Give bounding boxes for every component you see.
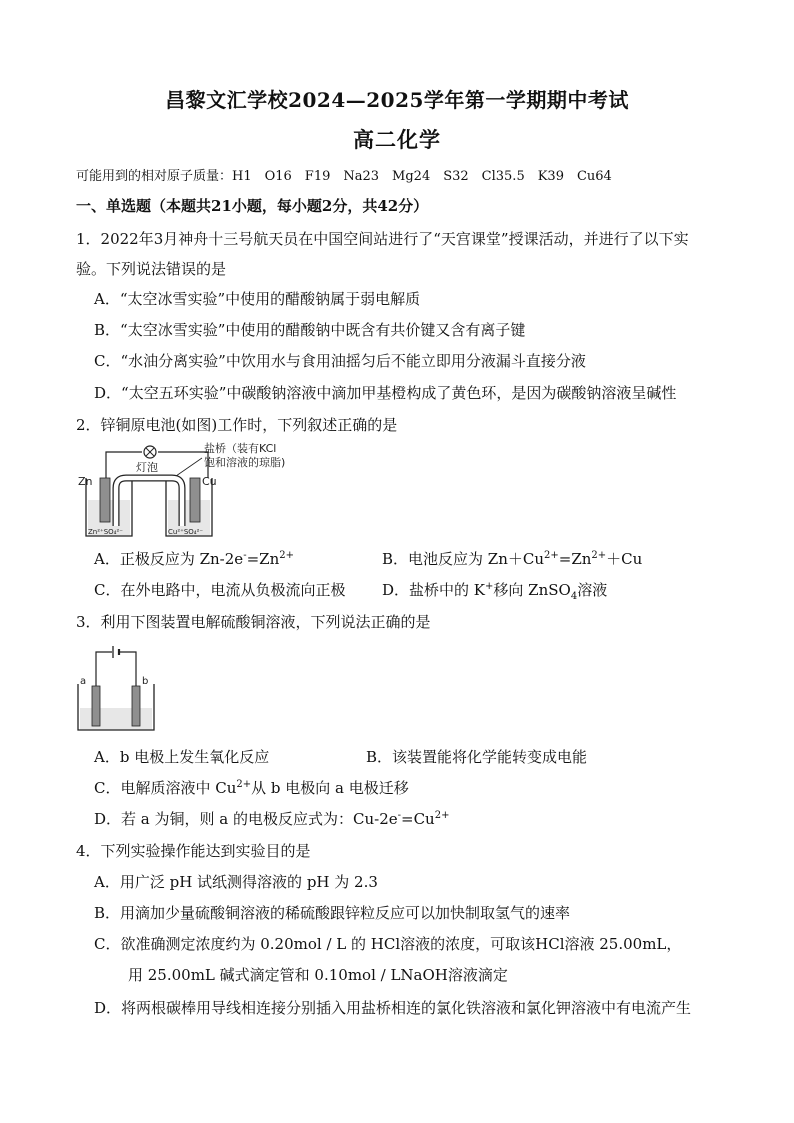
- q3-stem: 3．利用下图装置电解硫酸铜溶液，下列说法正确的是: [76, 613, 431, 631]
- q1-option-c: C．“水油分离实验”中饮用水与食用油摇匀后不能立即用分液漏斗直接分液: [94, 352, 586, 370]
- q4-option-d: D．将两根碳棒用导线相连接分别插入用盐桥相连的氯化铁溶液和氯化钾溶液中有电流产生: [94, 999, 692, 1017]
- q3-option-b: B．该装置能将化学能转变成电能: [366, 748, 588, 766]
- q2-option-a: A．正极反应为 $Zn-2e^-=Zn^{2+}$: [94, 550, 294, 568]
- electrode-b: [132, 686, 140, 726]
- lamp-label: 灯泡: [136, 461, 158, 474]
- q1-stem-line2: 验。下列说法错误的是: [76, 260, 227, 278]
- zn-label: Zn: [78, 475, 93, 488]
- q2-stem: 2．锌铜原电池(如图)工作时，下列叙述正确的是: [76, 416, 398, 434]
- q3-option-c: C．电解质溶液中 $Cu^{2+}$从 b 电极向 a 电极迁移: [94, 779, 409, 797]
- q4-option-a: A．用广泛 pH 试纸测得溶液的 pH 为 2.3: [94, 873, 378, 891]
- q1-option-b: B．“太空冰雪实验”中使用的醋酸钠中既含有共价键又含有离子键: [94, 321, 526, 339]
- right-solution-label: Cu²⁺SO₄²⁻: [168, 528, 204, 536]
- q4-option-c-cont: 用 25.00mL 碱式滴定管和 0.10mol / LNaOH溶液滴定: [128, 966, 508, 984]
- section-heading: 一、单选题（本题共21小题，每小题2分，共42分）: [76, 197, 429, 215]
- electrolysis-figure: [76, 644, 156, 732]
- salt-bridge-label-2: 饱和溶液的琼脂): [204, 456, 286, 469]
- galvanic-cell-figure: [76, 440, 316, 542]
- q2-option-d: D．盐桥中的 K+移向 ZnSO$_4$溶液: [382, 581, 608, 602]
- exam-title: 昌黎文汇学校2024—2025学年第一学期期中考试: [165, 88, 629, 112]
- electrode-b-label: b: [142, 676, 149, 687]
- battery-icon: [113, 646, 119, 658]
- salt-bridge-label-1: 盐桥（装有KCl: [204, 442, 277, 455]
- cu-electrode: [190, 478, 200, 522]
- exam-subject: 高二化学: [353, 127, 441, 152]
- q2-option-c: C．在外电路中，电流从负极流向正极: [94, 581, 346, 599]
- q1-stem-line1: 1．2022年3月神舟十三号航天员在中国空间站进行了“天宫课堂”授课活动，并进行了以下实: [76, 230, 689, 248]
- electrode-a: [92, 686, 100, 726]
- lamp-icon: [144, 446, 156, 458]
- left-solution-label: Zn²⁺SO₄²⁻: [88, 528, 123, 536]
- q3-option-a: A．b 电极上发生氧化反应: [94, 748, 270, 766]
- q4-stem: 4．下列实验操作能达到实验目的是: [76, 842, 311, 860]
- q3-option-d: D．若 a 为铜，则 a 的电极反应式为：$Cu-2e^-=Cu^{2+}$: [94, 810, 450, 828]
- cu-label: Cu: [202, 475, 217, 488]
- q4-option-b: B．用滴加少量硫酸铜溶液的稀硫酸跟锌粒反应可以加快制取氢气的速率: [94, 904, 571, 922]
- electrode-a-label: a: [80, 676, 87, 687]
- q4-option-c: C．欲准确测定浓度约为 0.20mol / L 的 HCl溶液的浓度，可取该HCl溶液 25.00mL，: [94, 935, 682, 953]
- zn-electrode: [100, 478, 110, 522]
- q1-option-a: A．“太空冰雪实验”中使用的醋酸钠属于弱电解质: [94, 290, 421, 308]
- atomic-masses: 可能用到的相对原子质量：H1 O16 F19 Na23 Mg24 S32 Cl35.5 K39 Cu64: [76, 169, 612, 184]
- q1-option-d: D．“太空五环实验”中碳酸钠溶液中滴加甲基橙构成了黄色环，是因为碳酸钠溶液呈碱性: [94, 384, 677, 402]
- q2-option-b: B．电池反应为 $Zn+Cu^{2+}=Zn^{2+}+Cu$: [382, 550, 643, 568]
